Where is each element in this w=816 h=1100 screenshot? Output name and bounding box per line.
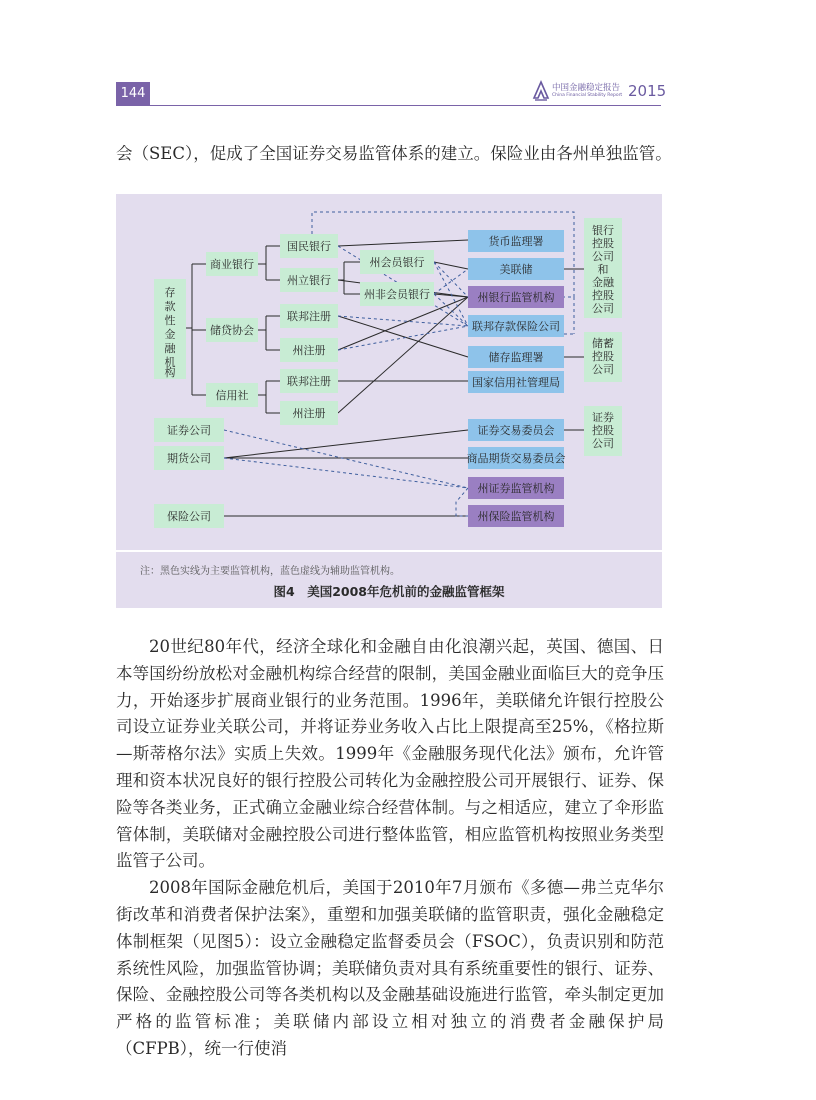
- node-credit-union: 信用社: [215, 389, 249, 402]
- svg-text:金: 金: [164, 328, 176, 341]
- node-national-bank: 国民银行: [287, 240, 331, 253]
- svg-text:款: 款: [164, 300, 176, 313]
- node-securities-holding-co: 证券: [592, 411, 614, 424]
- svg-text:金融: 金融: [592, 276, 614, 289]
- lead-line: 会（SEC），促成了全国证券交易监管体系的建立。保险业由各州单独监管。: [116, 144, 672, 163]
- node-state-insurance-regulator: 州保险监管机构: [477, 510, 555, 523]
- svg-text:控股: 控股: [592, 289, 614, 302]
- regulation-diagram: [116, 194, 662, 550]
- node-occ: 货币监理署: [488, 235, 544, 248]
- node-nonmember-bank: 州非会员银行: [364, 288, 430, 301]
- node-securities-co: 证券公司: [167, 424, 211, 437]
- node-futures-co: 期货公司: [167, 452, 211, 465]
- paragraph-1: 20世纪80年代，经济全球化和金融自由化浪潮兴起，英国、德国、日本等国纷纷放松对金融机构综合经营的限制，美国金融业面临巨大的竞争压力，开始逐步扩展商业银行的业务范围。1996年，美联储允许银行控股公司设立证券业关联公司，并将证券业务收入占比上限提高至25%，《格拉斯—斯蒂格尔法》实质上失效。1999年《金融服务现代化法》颁布，允许管理和资本状况良好的银行控股公司转化为金融控股公司开展银行、证券、保险等各类业务，正式确立金融业综合经营体制。与之相适应，建立了伞形监管体制，美联储对金融控股公司进行整体监管，相应监管机构按照业务类型监管子公司。: [116, 637, 664, 871]
- report-year: 2015: [628, 82, 667, 100]
- svg-text:控股: 控股: [592, 424, 614, 437]
- svg-text:构: 构: [164, 366, 176, 379]
- node-fed: 美联储: [499, 263, 533, 276]
- paragraph-2: 2008年国际金融危机后，美国于2010年7月颁布《多德—弗兰克华尔街改革和消费者保护法案》，重塑和加强美联储的监管职责，强化金融稳定体制框架（见图5）：设立金融稳定监督委员会（FSOC），负责识别和防范系统性风险，加强监管协调；美联储负责对具有系统重要性的银行、证券、保险、金融控股公司等各类机构以及金融基础设施进行监管，牵头制定更加严格的监管标准；美联储内部设立相对独立的消费者金融保护局（CFPB），统一行使消: [116, 878, 664, 1058]
- svg-text:融: 融: [164, 342, 176, 355]
- node-savings-assoc: 储贷协会: [210, 324, 254, 337]
- svg-text:控股: 控股: [592, 237, 614, 250]
- node-state-bank: 州立银行: [287, 274, 331, 287]
- page-number: 144: [116, 82, 150, 106]
- node-state-securities-regulator: 州证券监管机构: [477, 482, 555, 495]
- node-bank-holding-co: 银行: [592, 224, 614, 237]
- node-federal-reg-2: 联邦注册: [287, 375, 331, 388]
- svg-text:公司: 公司: [592, 250, 614, 263]
- regulator-nodes: [467, 230, 566, 527]
- node-fdic: 联邦存款保险公司: [472, 320, 560, 333]
- body-text: [116, 634, 664, 1063]
- node-insurance-co: 保险公司: [167, 510, 211, 523]
- svg-text:机: 机: [164, 356, 176, 369]
- node-federal-reg-1: 联邦注册: [287, 310, 331, 323]
- node-commercial-bank: 商业银行: [210, 258, 254, 271]
- figure: [116, 194, 662, 606]
- node-cftc: 商品期货交易委员会: [466, 452, 566, 465]
- node-sec: 证券交易委员会: [477, 424, 555, 437]
- svg-text:性: 性: [164, 314, 176, 327]
- report-title-cn: 中国金融稳定报告: [552, 83, 621, 93]
- figure-note: 注：黑色实线为主要监管机构，蓝色虚线为辅助监管机构。: [140, 566, 400, 577]
- svg-text:公司: 公司: [592, 437, 614, 450]
- svg-text:和: 和: [597, 263, 609, 276]
- node-ncua: 国家信用社管理局: [472, 376, 560, 389]
- node-member-bank: 州会员银行: [369, 256, 425, 269]
- node-savings-holding-co: 储蓄: [592, 337, 614, 350]
- report-title-en: China Financial Stability Report: [552, 93, 623, 98]
- node-state-reg-1: 州注册: [292, 344, 326, 357]
- figure-caption: [116, 550, 662, 608]
- node-state-reg-2: 州注册: [292, 407, 326, 420]
- svg-text:公司: 公司: [592, 363, 614, 376]
- report-logo-icon: [532, 80, 550, 102]
- header-rule: [116, 105, 661, 106]
- node-deposit-institutions: 存: [164, 286, 176, 299]
- svg-text:控股: 控股: [592, 350, 614, 363]
- svg-text:公司: 公司: [592, 302, 614, 315]
- node-ots: 储存监理署: [488, 351, 544, 364]
- report-header: [532, 80, 667, 104]
- node-state-bank-regulator: 州银行监管机构: [477, 291, 555, 304]
- figure-title: 图4 美国2008年危机前的金融监管框架: [273, 584, 505, 599]
